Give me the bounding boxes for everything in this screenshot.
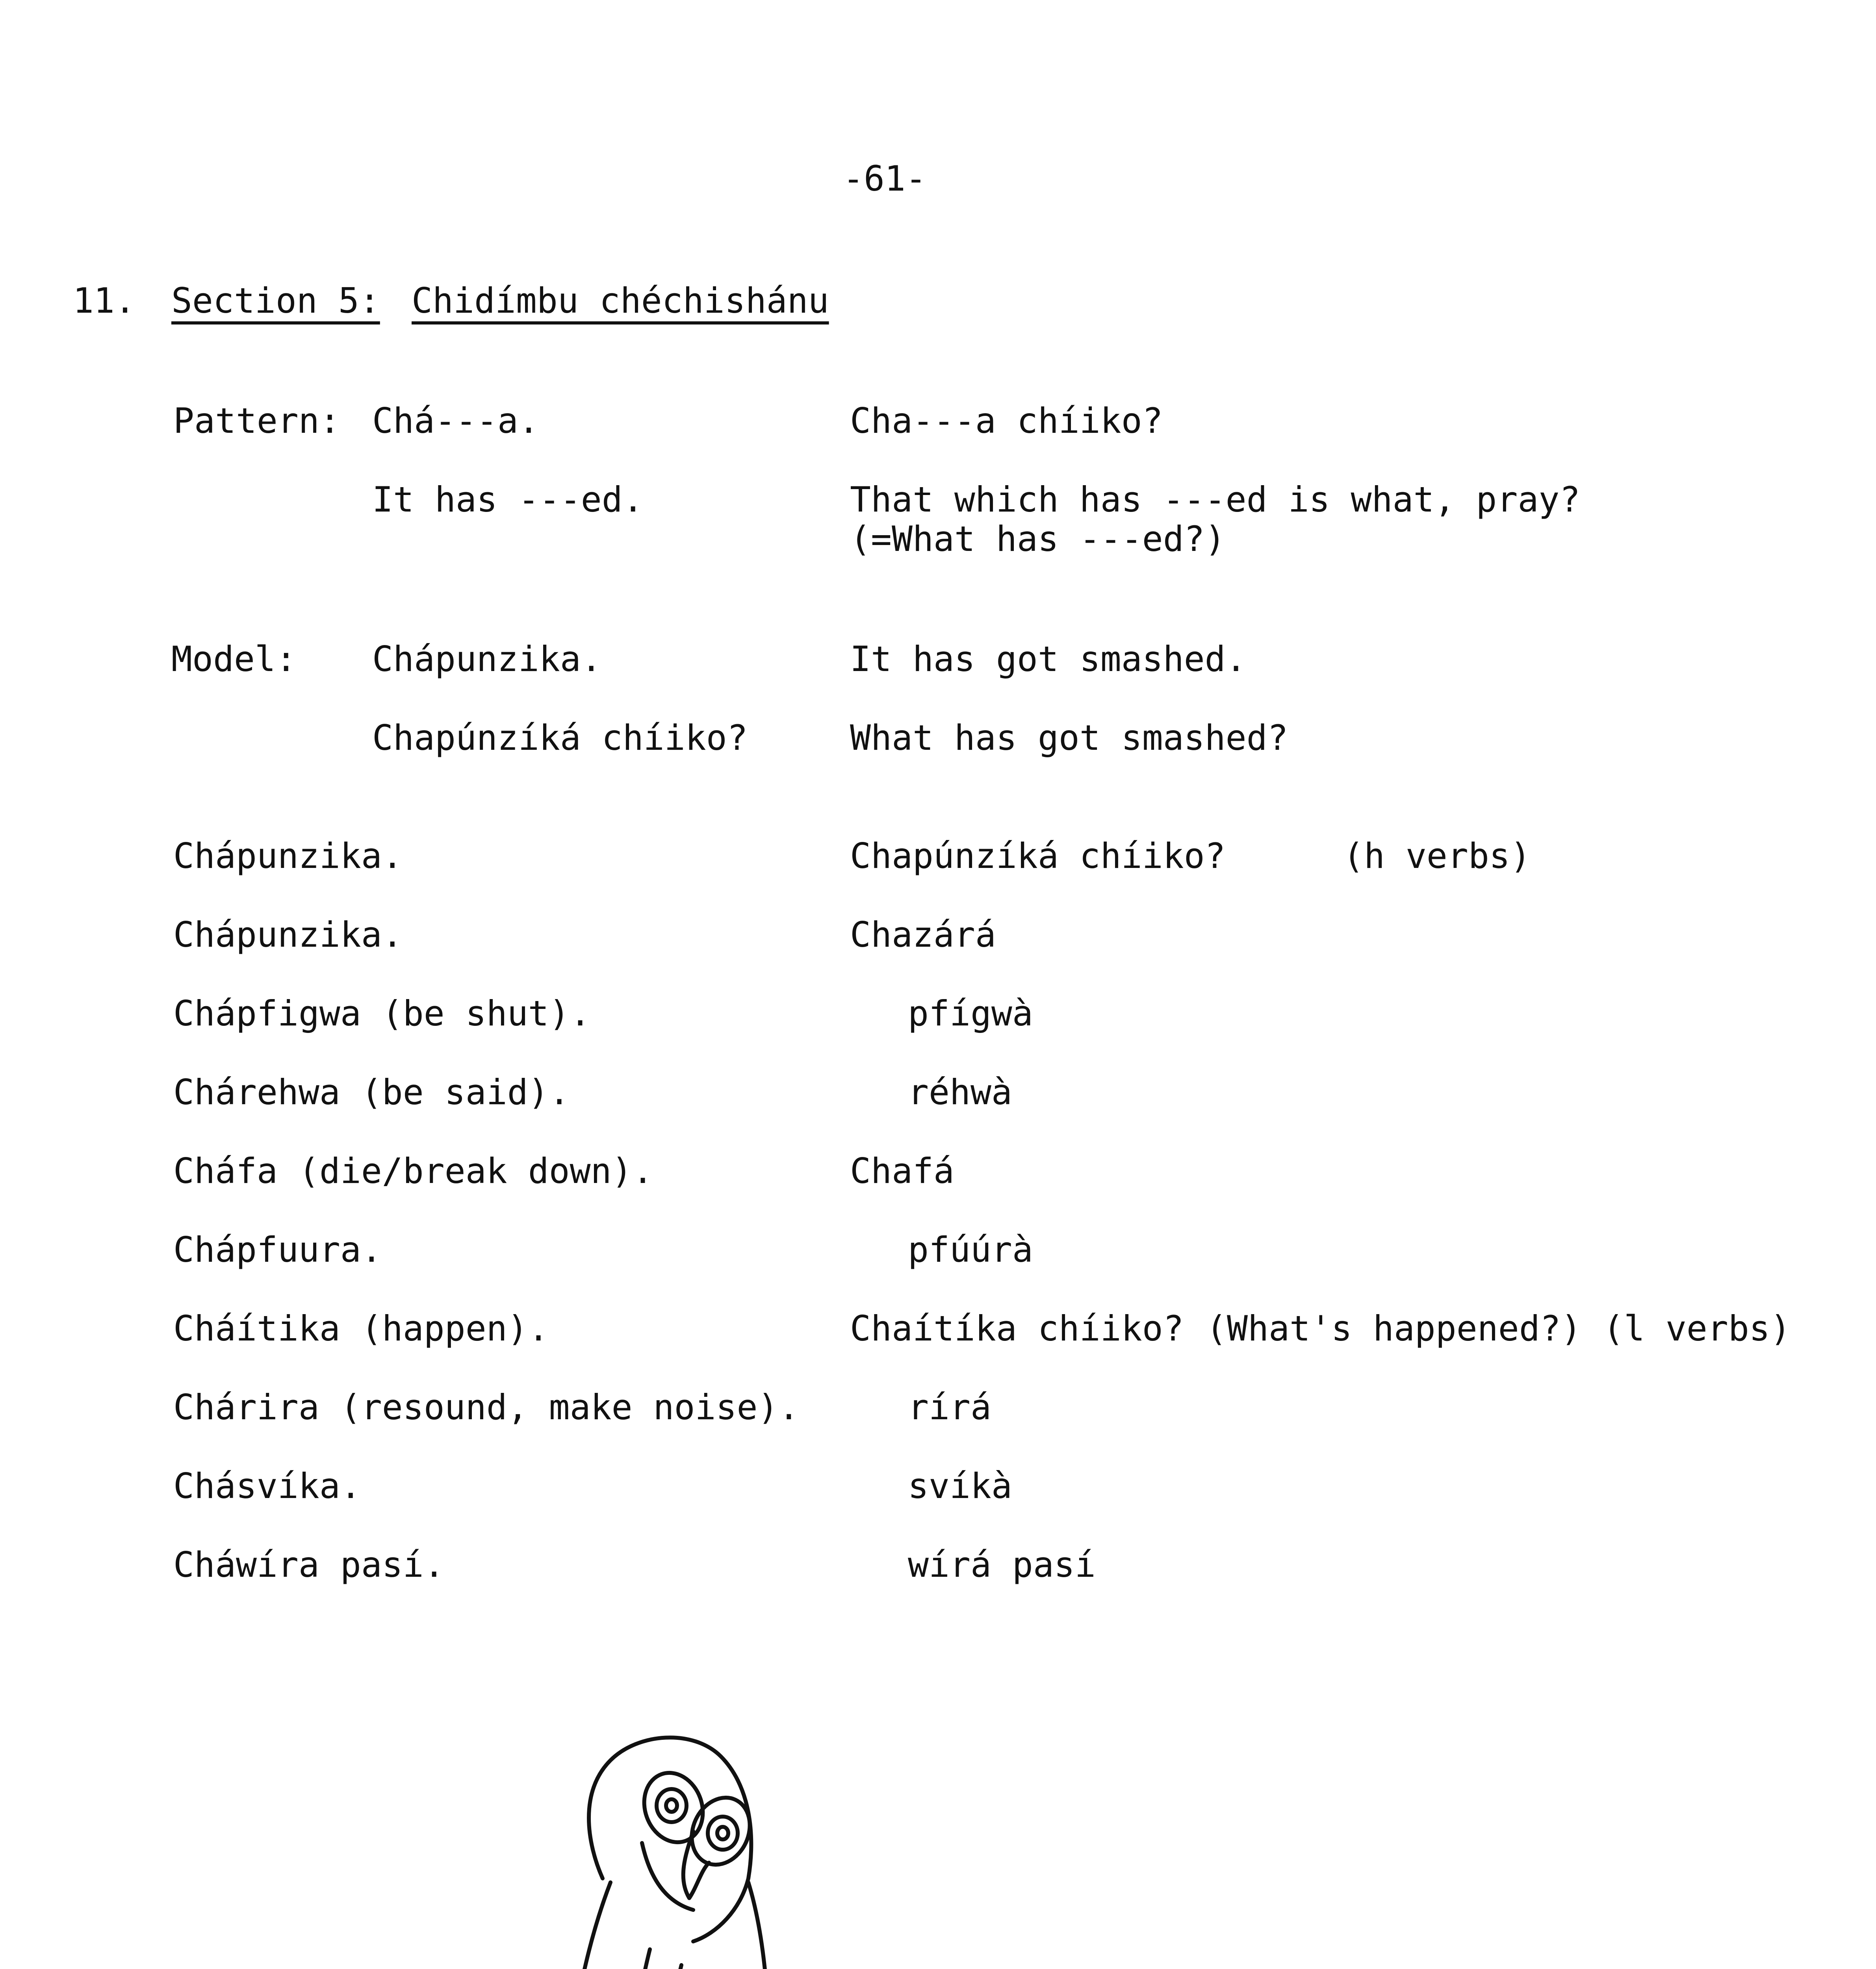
model-left-2: Chapúnzíká chíiko? (372, 718, 748, 758)
drill-cue: Chápunzika. (173, 836, 403, 876)
drill-cue: Chásvíka. (173, 1466, 361, 1506)
section-title: Section 5: (171, 280, 380, 321)
drill-response: wírá pasí (908, 1544, 1096, 1585)
drill-response: pfúúrà (908, 1229, 1033, 1270)
drill-cue: Chápunzika. (173, 914, 403, 955)
pattern-right-gloss-1: That which has ---ed is what, pray? (850, 479, 1581, 520)
drill-response: svíkà (908, 1466, 1012, 1506)
drill-cue: Chárehwa (be said). (173, 1072, 570, 1112)
drill-cue: Chápfigwa (be shut). (173, 993, 591, 1034)
drill-cue: Chápfuura. (173, 1229, 382, 1270)
pattern-label: Pattern: (173, 400, 340, 441)
page-number: -61- (843, 158, 926, 199)
pattern-right: Cha---a chíiko? (850, 400, 1163, 441)
drill-cue: Chárira (resound, make noise). (173, 1387, 800, 1428)
drill-cue: Cháítika (happen). (173, 1308, 549, 1349)
model-right-1: It has got smashed. (850, 639, 1247, 679)
owl-illustration (544, 1713, 890, 1969)
drill-cue: Cháfa (die/break down). (173, 1151, 653, 1191)
drill-response: Chapúnzíká chíiko? (850, 836, 1226, 876)
model-left-1: Chápunzika. (372, 639, 602, 679)
drill-note: (h verbs) (1343, 836, 1531, 876)
drill-response: réhwà (908, 1072, 1012, 1112)
drill-response: rírá (908, 1387, 991, 1428)
drill-note: (What's happened?) (1206, 1308, 1582, 1349)
drill-response: Chazárá (850, 914, 996, 955)
drill-response: pfígwà (908, 993, 1033, 1034)
model-label: Model: (171, 639, 297, 679)
drill-response: Chaítíka chíiko? (850, 1308, 1184, 1349)
drill-note-verb-class: (l verbs) (1603, 1308, 1791, 1349)
section-number: 11. (73, 280, 135, 321)
pattern-right-gloss-2: (=What has ---ed?) (850, 519, 1226, 559)
model-right-2: What has got smashed? (850, 718, 1288, 758)
section-subtitle: Chidímbu chéchishánu (412, 280, 829, 321)
pattern-left: Chá---a. (372, 400, 539, 441)
pattern-left-gloss: It has ---ed. (372, 479, 644, 520)
drill-response: Chafá (850, 1151, 954, 1191)
drill-cue: Cháwíra pasí. (173, 1544, 445, 1585)
